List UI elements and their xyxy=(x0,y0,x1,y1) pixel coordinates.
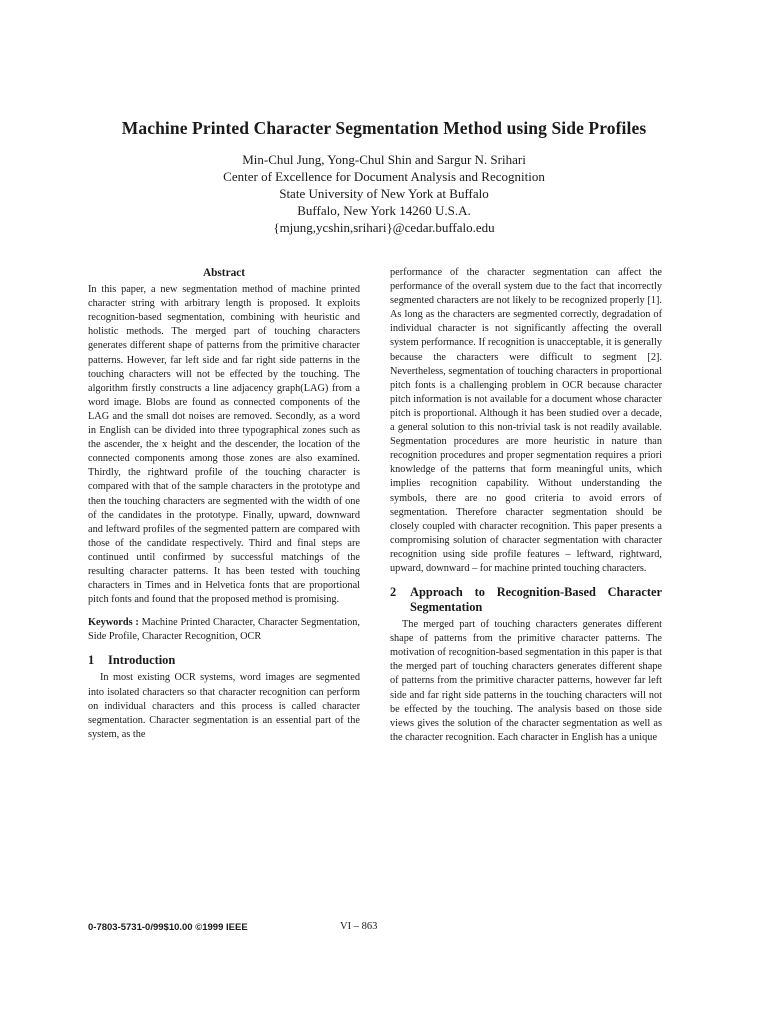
affiliation-line-2: State University of New York at Buffalo xyxy=(279,186,489,201)
affiliation-line-3: Buffalo, New York 14260 U.S.A. xyxy=(297,203,471,218)
authors: Min-Chul Jung, Yong-Chul Shin and Sargur N. Srihari xyxy=(242,152,526,167)
author-block xyxy=(0,151,768,236)
section-1-title: Introduction xyxy=(108,653,176,668)
section-2-title: Approach to Recognition-Based Character Segmentation xyxy=(410,585,662,615)
page-number: VI – 863 xyxy=(340,921,378,932)
left-column xyxy=(88,266,360,742)
abstract-text: In this paper, a new segmentation method of machine printed character string with arbitrary length is proposed. It exploits recognition-based segmentation, combining with heuristic and holistic methods. The merged part of touching characters generates different shape of patterns from the primitive character patterns. However, far left side and far right side patterns in the touching characters will not be effected by the touching. The algorithm firstly constructs a line adjacency graph(LAG) from a word image. Blobs are found as connected components of the LAG and the small dot noises are removed. Secondly, as a word in English can be divided into three typographical zones such as the ascender, the x height and the descender, the location of the connected components among those zones are also examined. Thirdly, the rightward profile of the touching character is compared with that of the sample characters in the prototype and then the touching characters are segmented with the width of one of the candidates in the prototype. Finally, upward, downward and leftward profiles of the segmented pattern are compared with those of the candidate respectively. Third and final steps are continued until confirmed by successful matchings of the resulting character patterns. It has been tested with touching characters in Times and in Helvetica fonts that are proportional pitch fonts and found that the proposed method is promising. xyxy=(88,284,360,606)
section-2-text: The merged part of touching characters generates different shape of patterns from the primitive character patterns. The motivation of recognition-based segmentation in this paper is that the merged part of touching characters generates different shape of patterns from the primitive character patterns, however far left side and far right side patterns in the touching characters will not be effected by the touching. The analysis based on those side views gives the solution of the character segmentation as well as the character recognition. Each character in English has a unique xyxy=(390,619,662,743)
affiliation-line-1: Center of Excellence for Document Analysis and Recognition xyxy=(223,169,545,184)
right-column xyxy=(390,266,662,745)
section-2-heading xyxy=(390,585,662,615)
copyright-notice: 0-7803-5731-0/99$10.00 ©1999 IEEE xyxy=(88,922,248,933)
section-1-heading xyxy=(88,653,360,668)
section-1-number: 1 xyxy=(88,653,95,668)
author-email: {mjung,ycshin,srihari}@cedar.buffalo.edu xyxy=(273,220,495,235)
paper-title: Machine Printed Character Segmentation Method using Side Profiles xyxy=(121,118,647,138)
keywords-text: Machine Printed Character, Character Segmentation, Side Profile, Character Recognition, OCR xyxy=(88,617,360,643)
keywords xyxy=(88,616,360,644)
section-1-text: In most existing OCR systems, word images are segmented into isolated characters so that character recognition can perform on individual characters and this process is called character segmentation. Character segmentation is an essential part of the system, as the xyxy=(88,672,360,740)
intro-continuation-text: performance of the character segmentation can affect the performance of the overall system due to the fact that incorrectly segmented characters are not likely to be recognized properly [1]. As long as the characters are segmented correctly, degradation of individual character is not significantly affecting the overall system performance. If recognition is unacceptable, it is generally because the characters were difficult to segment [2]. Nevertheless, segmentation of touching characters in proportional pitch fonts is a challenging problem in OCR because character pitch information is not available for a document whose character pitch is proportional. Although it has been studied over a decade, a general solution to this non-trivial task is not readily available. Segmentation procedures are more heuristic in nature than recognition procedures and proper segmentation requires a priori knowledge of the patterns that form meaningful units, which implies recognition capability. Without understanding the symbols, there are no good criteria to avoid errors of segmentation. Therefore character segmentation should be closely coupled with character recognition. This paper presents a compromising solution of character segmentation with character recognition using side profile features – leftward, rightward, upward, downward – for machine printed touching characters. xyxy=(390,267,662,574)
section-2-number: 2 xyxy=(390,585,397,600)
abstract-heading: Abstract xyxy=(202,267,246,279)
keywords-label: Keywords : xyxy=(88,617,139,629)
